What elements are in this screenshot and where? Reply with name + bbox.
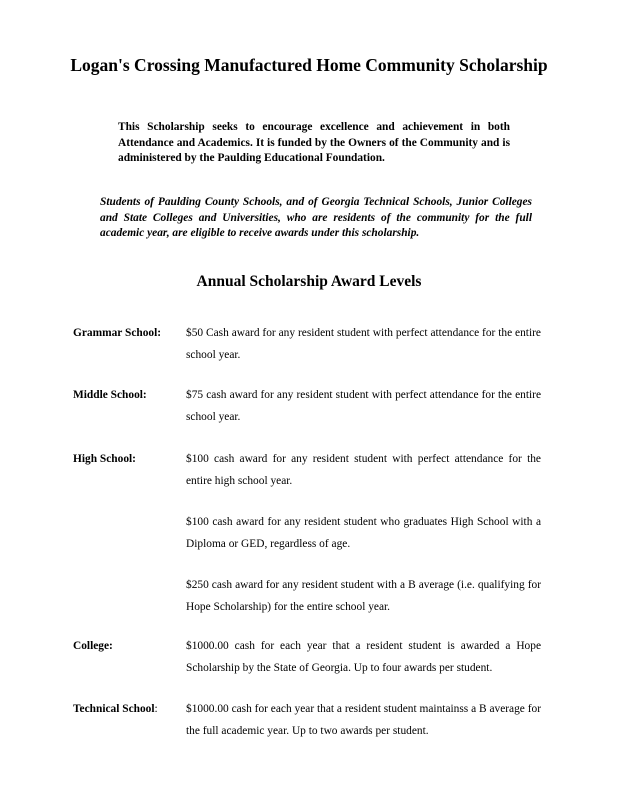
award-level-college [73,635,541,679]
level-label [73,698,185,720]
level-label: High School: [73,453,136,465]
award-description: $1000.00 cash for each year that a resident student maintainss a B average for the full academic year. Up to two awards per student. [186,703,541,737]
level-label-text: Technical School [73,703,155,715]
eligibility-paragraph: Students of Paulding County Schools, and of Georgia Technical Schools, Junior Colleges and State Colleges and Universities, who are residents of the community for the full academic year, are eligible to receive awards under this scholarship. [100,196,532,239]
award-level-middle-school [73,384,541,428]
section-heading: Annual Scholarship Award Levels [196,273,422,290]
award-description: $100 cash award for any resident student who graduates High School with a Diploma or GED, regardless of age. [186,516,541,550]
level-label-colon: : [154,703,158,715]
award-description: $75 cash award for any resident student with perfect attendance for the entire school year. [186,389,541,423]
level-label: College: [73,640,113,652]
award-level-grammar-school [73,322,541,366]
intro-paragraph: This Scholarship seeks to encourage excellence and achievement in both Attendance and Academics. It is funded by the Owners of the Community and is administered by the Paulding Educational Foundation. [118,121,510,164]
level-label: Grammar School: [73,327,162,339]
award-description: $50 Cash award for any resident student with perfect attendance for the entire school year. [186,327,541,361]
award-level-technical-school [73,698,541,742]
award-description: $1000.00 cash for each year that a resident student is awarded a Hope Scholarship by the State of Georgia. Up to four awards per student. [186,640,541,674]
level-label: Middle School: [73,389,147,401]
award-description: $250 cash award for any resident student with a B average (i.e. qualifying for Hope Scholarship) for the entire school year. [186,579,541,613]
award-description: $100 cash award for any resident student with perfect attendance for the entire high school year. [186,453,541,487]
award-level-high-school [73,448,541,618]
document-title: Logan's Crossing Manufactured Home Community Scholarship [70,55,548,75]
